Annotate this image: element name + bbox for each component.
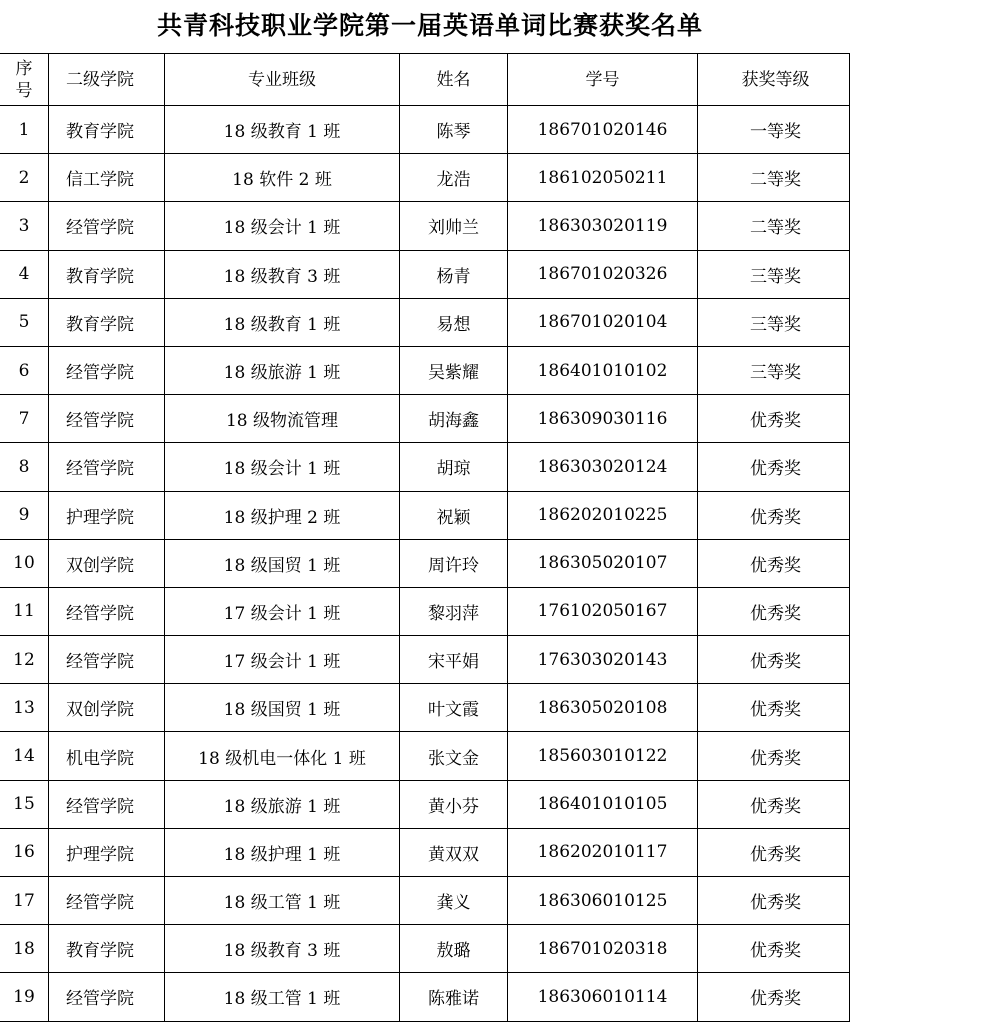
row-class: 18 级工管 1 班 <box>165 877 400 925</box>
row-student-id: 186701020326 <box>508 250 698 298</box>
row-class: 18 级教育 1 班 <box>165 106 400 154</box>
row-college: 护理学院 <box>49 491 165 539</box>
row-student-id: 186305020107 <box>508 539 698 587</box>
row-college: 经管学院 <box>49 443 165 491</box>
table-row <box>0 925 850 973</box>
row-name: 龙浩 <box>400 154 508 202</box>
table-row <box>0 539 850 587</box>
row-seq: 12 <box>0 636 49 684</box>
row-class: 18 级国贸 1 班 <box>165 684 400 732</box>
row-class: 18 级教育 1 班 <box>165 298 400 346</box>
row-college: 护理学院 <box>49 828 165 876</box>
row-award: 优秀奖 <box>698 587 850 635</box>
row-college: 机电学院 <box>49 732 165 780</box>
table-row <box>0 346 850 394</box>
row-award: 三等奖 <box>698 298 850 346</box>
row-name: 陈雅诺 <box>400 973 508 1021</box>
row-class: 18 级会计 1 班 <box>165 202 400 250</box>
row-award: 优秀奖 <box>698 684 850 732</box>
row-seq: 11 <box>0 587 49 635</box>
row-name: 吴紫耀 <box>400 346 508 394</box>
row-name: 宋平娟 <box>400 636 508 684</box>
row-class: 18 级教育 3 班 <box>165 925 400 973</box>
row-award: 优秀奖 <box>698 539 850 587</box>
row-student-id: 186309030116 <box>508 395 698 443</box>
row-college: 双创学院 <box>49 539 165 587</box>
row-class: 18 级旅游 1 班 <box>165 780 400 828</box>
row-college: 信工学院 <box>49 154 165 202</box>
table-row <box>0 491 850 539</box>
row-award: 优秀奖 <box>698 443 850 491</box>
row-student-id: 186701020318 <box>508 925 698 973</box>
row-seq: 6 <box>0 346 49 394</box>
row-student-id: 186202010225 <box>508 491 698 539</box>
header-student-id: 学号 <box>508 54 698 106</box>
row-class: 18 级护理 1 班 <box>165 828 400 876</box>
document-title: 共青科技职业学院第一届英语单词比赛获奖名单 <box>156 11 703 40</box>
row-class: 18 级旅游 1 班 <box>165 346 400 394</box>
row-college: 教育学院 <box>49 250 165 298</box>
row-award: 三等奖 <box>698 346 850 394</box>
table-row <box>0 298 850 346</box>
row-name: 张文金 <box>400 732 508 780</box>
row-student-id: 186303020119 <box>508 202 698 250</box>
row-class: 18 级国贸 1 班 <box>165 539 400 587</box>
row-college: 经管学院 <box>49 780 165 828</box>
row-student-id: 186306010125 <box>508 877 698 925</box>
row-seq: 14 <box>0 732 49 780</box>
row-name: 杨青 <box>400 250 508 298</box>
row-class: 17 级会计 1 班 <box>165 636 400 684</box>
table-row <box>0 636 850 684</box>
row-college: 经管学院 <box>49 202 165 250</box>
row-class: 17 级会计 1 班 <box>165 587 400 635</box>
row-seq: 16 <box>0 828 49 876</box>
row-seq: 17 <box>0 877 49 925</box>
row-name: 胡琼 <box>400 443 508 491</box>
row-seq: 19 <box>0 973 49 1021</box>
table-row <box>0 443 850 491</box>
row-name: 陈琴 <box>400 106 508 154</box>
row-class: 18 级物流管理 <box>165 395 400 443</box>
row-college: 经管学院 <box>49 877 165 925</box>
row-student-id: 185603010122 <box>508 732 698 780</box>
row-name: 叶文霞 <box>400 684 508 732</box>
header-college: 二级学院 <box>49 54 165 106</box>
row-award: 二等奖 <box>698 154 850 202</box>
table-row <box>0 684 850 732</box>
row-award: 优秀奖 <box>698 491 850 539</box>
row-student-id: 186401010105 <box>508 780 698 828</box>
row-seq: 9 <box>0 491 49 539</box>
row-name: 龚义 <box>400 877 508 925</box>
row-student-id: 186202010117 <box>508 828 698 876</box>
row-college: 经管学院 <box>49 346 165 394</box>
row-seq: 5 <box>0 298 49 346</box>
row-award: 优秀奖 <box>698 828 850 876</box>
row-seq: 15 <box>0 780 49 828</box>
row-award: 优秀奖 <box>698 973 850 1021</box>
row-student-id: 186305020108 <box>508 684 698 732</box>
row-class: 18 级机电一体化 1 班 <box>165 732 400 780</box>
row-name: 敖璐 <box>400 925 508 973</box>
table-row <box>0 154 850 202</box>
row-name: 黎羽萍 <box>400 587 508 635</box>
row-seq: 4 <box>0 250 49 298</box>
row-class: 18 软件 2 班 <box>165 154 400 202</box>
award-table <box>0 53 850 1022</box>
row-name: 刘帅兰 <box>400 202 508 250</box>
row-seq: 3 <box>0 202 49 250</box>
row-name: 黄小芬 <box>400 780 508 828</box>
row-seq: 8 <box>0 443 49 491</box>
row-award: 三等奖 <box>698 250 850 298</box>
table-row <box>0 973 850 1021</box>
row-award: 一等奖 <box>698 106 850 154</box>
table-row <box>0 780 850 828</box>
header-seq: 序 号 <box>0 54 49 106</box>
table-row <box>0 877 850 925</box>
row-student-id: 186102050211 <box>508 154 698 202</box>
row-seq: 18 <box>0 925 49 973</box>
row-college: 双创学院 <box>49 684 165 732</box>
row-student-id: 176102050167 <box>508 587 698 635</box>
row-student-id: 186303020124 <box>508 443 698 491</box>
row-college: 经管学院 <box>49 395 165 443</box>
row-seq: 7 <box>0 395 49 443</box>
row-seq: 2 <box>0 154 49 202</box>
row-award: 优秀奖 <box>698 636 850 684</box>
row-award: 优秀奖 <box>698 877 850 925</box>
row-student-id: 186701020146 <box>508 106 698 154</box>
row-student-id: 186701020104 <box>508 298 698 346</box>
row-name: 周许玲 <box>400 539 508 587</box>
row-college: 经管学院 <box>49 973 165 1021</box>
row-seq: 10 <box>0 539 49 587</box>
table-row <box>0 732 850 780</box>
row-student-id: 186401010102 <box>508 346 698 394</box>
table-row <box>0 587 850 635</box>
row-award: 优秀奖 <box>698 780 850 828</box>
table-row <box>0 106 850 154</box>
row-name: 易想 <box>400 298 508 346</box>
row-class: 18 级教育 3 班 <box>165 250 400 298</box>
row-award: 优秀奖 <box>698 925 850 973</box>
row-seq: 13 <box>0 684 49 732</box>
row-class: 18 级护理 2 班 <box>165 491 400 539</box>
row-student-id: 186306010114 <box>508 973 698 1021</box>
row-college: 教育学院 <box>49 298 165 346</box>
row-award: 二等奖 <box>698 202 850 250</box>
row-class: 18 级工管 1 班 <box>165 973 400 1021</box>
table-row <box>0 828 850 876</box>
row-college: 经管学院 <box>49 587 165 635</box>
table-row <box>0 202 850 250</box>
table-row <box>0 250 850 298</box>
row-college: 教育学院 <box>49 106 165 154</box>
row-class: 18 级会计 1 班 <box>165 443 400 491</box>
row-student-id: 176303020143 <box>508 636 698 684</box>
row-award: 优秀奖 <box>698 732 850 780</box>
row-college: 教育学院 <box>49 925 165 973</box>
row-college: 经管学院 <box>49 636 165 684</box>
header-class: 专业班级 <box>165 54 400 106</box>
row-name: 黄双双 <box>400 828 508 876</box>
row-name: 胡海鑫 <box>400 395 508 443</box>
header-award: 获奖等级 <box>698 54 850 106</box>
row-name: 祝颖 <box>400 491 508 539</box>
row-award: 优秀奖 <box>698 395 850 443</box>
header-name: 姓名 <box>400 54 508 106</box>
row-seq: 1 <box>0 106 49 154</box>
table-row <box>0 395 850 443</box>
header-row <box>0 54 850 106</box>
